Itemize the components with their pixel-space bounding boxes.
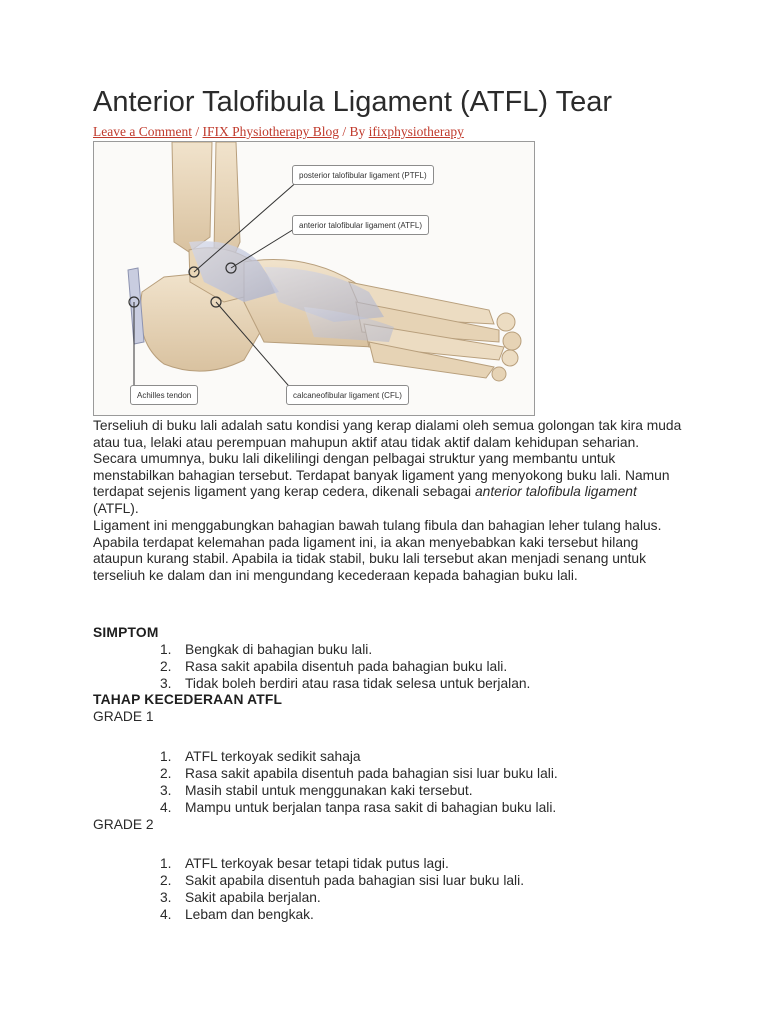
- list-item: 2. Rasa sakit apabila disentuh pada bahagian sisi luar buku lali.: [160, 766, 558, 781]
- intro-paragraph-1: Terseliuh di buku lali adalah satu kondisi yang kerap dialami oleh semua golongan tak kira muda atau tua, lelaki atau perempuan mahupun aktif atau tidak aktif dalam kehidupan seharian. Secara umumnya, buku lali dikelilingi dengan pelbagai struktur yang membantu untuk menstabilkan bahagian tersebut. Terdapat banyak ligament yang menyokong buku lali. Namun terdapat sejenis ligament yang kerap cedera, dikenali sebagai anterior talofibula ligament (ATFL).: [93, 418, 682, 516]
- symptom-list: [160, 641, 530, 692]
- stages-heading: TAHAP KECEDERAAN ATFL: [93, 692, 283, 707]
- intro-paragraph-2: Ligament ini menggabungkan bahagian bawah tulang fibula dan bahagian leher tulang halus. Apabila terdapat kelemahan pada ligament ini, ia akan menyebabkan kaki tersebut hilang ataupun kurang stabil. Apabila ia tidak stabil, buku lali tersebut akan menjadi senang untuk terseliuh ke dalam dan ini mengundang kecederaan kepada bahagian buku lali.: [93, 518, 662, 583]
- author-link[interactable]: ifixphysiotherapy: [368, 124, 464, 139]
- list-item: 2. Rasa sakit apabila disentuh pada bahagian buku lali.: [160, 659, 508, 674]
- grade-1-list: [160, 748, 558, 816]
- list-item: 3. Sakit apabila berjalan.: [160, 890, 321, 905]
- list-item: 4. Mampu untuk berjalan tanpa rasa sakit di bahagian buku lali.: [160, 800, 557, 815]
- grade-2-label: GRADE 2: [93, 817, 154, 832]
- list-item: 1. ATFL terkoyak sedikit sahaja: [160, 749, 361, 764]
- atfl-italic-term: anterior talofibula ligament: [474, 484, 637, 499]
- category-link[interactable]: IFIX Physiotherapy Blog: [202, 124, 339, 139]
- cfl-callout: calcaneofibular ligament (CFL): [286, 385, 409, 405]
- meta-by-separator: / By: [338, 124, 369, 139]
- leave-comment-link[interactable]: Leave a Comment: [93, 124, 192, 139]
- list-item: 3. Tidak boleh berdiri atau rasa tidak selesa untuk berjalan.: [160, 676, 531, 691]
- grade-2-list: [160, 855, 524, 923]
- list-item: 2. Sakit apabila disentuh pada bahagian sisi luar buku lali.: [160, 873, 525, 888]
- list-item: 1. ATFL terkoyak besar tetapi tidak putus lagi.: [160, 856, 449, 871]
- list-item: 3. Masih stabil untuk menggunakan kaki tersebut.: [160, 783, 473, 798]
- achilles-callout: Achilles tendon: [130, 385, 198, 405]
- ankle-ligament-illustration: [93, 141, 535, 416]
- list-item: 1. Bengkak di bahagian buku lali.: [160, 642, 373, 657]
- atfl-callout: anterior talofibular ligament (ATFL): [292, 215, 429, 235]
- meta-separator: /: [191, 124, 203, 139]
- post-meta: [93, 124, 464, 140]
- ptfl-callout: posterior talofibular ligament (PTFL): [292, 165, 434, 185]
- list-item: 4. Lebam dan bengkak.: [160, 907, 314, 922]
- page-title: Anterior Talofibula Ligament (ATFL) Tear: [93, 86, 613, 118]
- grade-1-label: GRADE 1: [93, 709, 154, 724]
- symptom-heading: SIMPTOM: [93, 625, 159, 640]
